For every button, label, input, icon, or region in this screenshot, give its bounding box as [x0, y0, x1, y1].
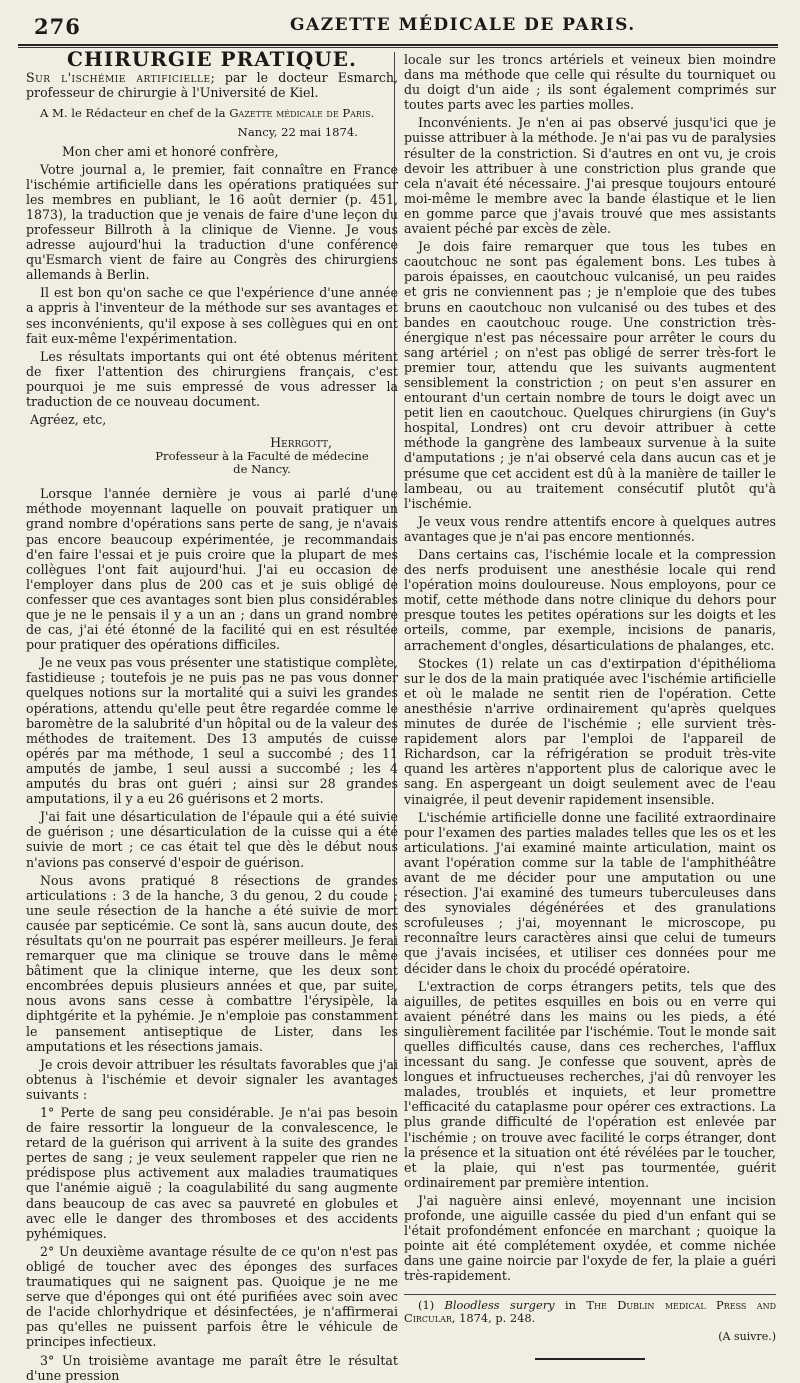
left-column — [26, 47, 399, 1383]
page-number: 276 — [34, 14, 81, 39]
body-paragraph: 1° Perte de sang peu considérable. Je n'ai pas besoin de faire ressortir la longueur de la convalescence, le retard de la guérison qui arrivent à la suite des grandes pertes de sang ; je veux seulement rappeler que rien ne prédispose plus activement aux maladies traumatiques que l'anémie aiguë ; la coagulabilité du sang augmente dans beaucoup de cas avec sa pauvreté en globules et avec elle le danger des thromboses et des accidents pyhémiques. — [26, 1105, 398, 1241]
body-paragraph: 3° Un troisième avantage me paraît être le résultat d'une pression — [26, 1352, 398, 1383]
footnote-mid: in — [554, 1297, 587, 1312]
body-paragraph: J'ai naguère ainsi enlevé, moyennant une incision profonde, une aiguille cassée du pied d'un enfant qui se l'était profondément enfoncée en marchant ; quoique la pointe ait été complétement oxydée, et comme nichée dans une gaine noircie par l'oxyde de fer, la plaie a guéri très-rapidement. — [404, 1192, 776, 1284]
subtitle-lead: Sur l'ischémie artificielle — [26, 70, 211, 86]
address-lead: A M. le Rédacteur en chef de la — [40, 106, 230, 121]
body-paragraph: L'ischémie artificielle donne une facilité extraordinaire pour l'examen des parties malades telles que les os et les articulations. J'ai examiné mainte articulation, maint os avant l'opération comme sur la table de l'amphithéâtre avant de me décider pour une amputation ou une résection. J'ai examiné des tumeurs tuberculeuses dans des synoviales dégénérées et des granulations scrofuleuses ; j'ai, moyennant le microscope, pu reconnaître leurs caractères ainsi que celui de tumeurs que j'avais incisées, et utiliser ces données pour me décider dans le choix du procédé opératoire. — [404, 809, 776, 976]
signature-role-line-2: de Nancy. — [233, 462, 291, 477]
footnote-journal: The Dublin medical Press and Circular, — [404, 1297, 776, 1325]
signature-role — [26, 450, 398, 476]
letter-closing: Agréez, etc, — [30, 412, 107, 428]
body-paragraph: Je dois faire remarquer que tous les tubes en caoutchouc ne sont pas également bons. Les tubes à parois épaisses, en caoutchouc vulcanisé, un peu raides et gris ne conviennent pas ; je n'emploie que des tubes bruns en caoutchouc non vulcanisé ou des tubes et des bandes en caoutchouc rouge. Une constriction très-énergique n'est pas nécessaire pour arrêter le cours du sang artériel ; on n'est pas obligé de serrer très-fort le premier tour, attendu que les suivants augmentent sensiblement la constriction ; on peut s'en assurer en entourant d'un certain nombre de tours le doigt avec un petit lien en caoutchouc. Quelques chirurgiens (in Guy's hospital, Londres) ont cru devoir attribuer à cette méthode la gangrène des lambeaux survenue à la suite d'amputations ; je n'ai observé cela dans aucun cas et je présume que cet accident est dû à la manière de tailler le lambeau, ou au traitement consécutif plutôt qu'à l'ischémie. — [404, 239, 776, 511]
body-paragraph: Dans certains cas, l'ischémie locale et la compression des nerfs produisent une anesthésie locale qui rend l'opération moins douloureuse. Nous employons, pour ce motif, cette méthode dans notre clinique du dehors pour presque toutes les petites opérations sur les doigts et les orteils, comme, par exemple, incisions de panaris, arrachement d'ongles, désarticulations de phalanges, etc. — [404, 547, 776, 653]
letter-paragraph: Il est bon qu'on sache ce que l'expérience d'une année a appris à l'inventeur de la méthode sur ses avantages et ses inconvénients, qu'il expose à ses collègues qui en ont fait eux-même l'expérimentation. — [26, 285, 398, 346]
subtitle-rest: ; par le docteur Esmarch, professeur de chirurgie à l'Université de Kiel. — [26, 70, 399, 101]
footnote — [404, 1299, 776, 1326]
letter-date: Nancy, 22 mai 1874. — [237, 125, 358, 140]
to-be-continued: (A suivre.) — [718, 1329, 776, 1343]
footnote-end: 1874, p. 248. — [455, 1311, 536, 1325]
footnote-rule — [404, 1294, 776, 1295]
body-paragraph: Lorsque l'année dernière je vous ai parlé d'une méthode moyennant laquelle on pouvait pratiquer un grand nombre d'opérations sans perte de sang, je n'avais pas encore beaucoup expérimentée, je recommandais d'en faire l'essai et je puis croire que la plupart de mes collègues l'ont fait aujourd'hui. J'ai eu occasion de l'employer dans plus de 200 cas et je suis obligé de confesser que ces avantages sont bien plus considérables que je ne le pensais il y a un an ; dans un grand nombre de cas, j'ai été étonné de la facilité qui en est résultée pour pratiquer des opérations difficiles. — [26, 486, 398, 653]
letter-paragraph: Les résultats importants qui ont été obtenus méritent de fixer l'attention des chirurgiens français, c'est pourquoi je me suis empressé de vous adresser la traduction de ce nouveau document. — [26, 348, 398, 409]
end-rule — [535, 1358, 645, 1360]
body-paragraph: Nous avons pratiqué 8 résections de grandes articulations : 3 de la hanche, 3 du genou, 2 du coude ; une seule résection de la hanche a été suivie de mort causée par septicémie. Ce sont là, sans aucun doute, des résultats qu'on ne pourrait pas espérer meilleurs. Je ferai remarquer que ma clinique se trouve dans le même bâtiment que la clinique interne, que les deux sont encombrées depuis plusieurs années et que, par suite, nous avons sans cesse à combattre l'érysipèle, la diphtgérite et la pyhémie. Je n'emploie pas constamment le pansement antiseptique de Lister, dans les amputations et les résections jamais. — [26, 872, 398, 1054]
body-paragraph: Stockes (1) relate un cas d'extirpation d'épithélioma sur le dos de la main pratiquée avec l'ischémie artificielle et où le malade ne sentit rien de l'opération. Cette anesthésie n'arrive ordinairement qu'après quelques minutes de durée de l'ischémie ; elle survient très-rapidement alors par l'emploi de l'appareil de Richardson, car la réfrigération se produit très-vite quand les artères n'apportent plus de calorique avec le sang. En aspergeant un doigt seulement avec de l'eau vinaigrée, il peut devenir rapidement insensible. — [404, 655, 776, 807]
letter-address — [26, 106, 398, 121]
body-paragraph: 2° Un deuxième avantage résulte de ce qu'on n'est pas obligé de toucher avec des éponges des surfaces traumatiques qui ne saignent pas. Quoique je ne me serve que d'éponges qui ont été purifiées avec soin avec de l'acide chlorhydrique et désinfectées, je n'affirmerai pas qu'elles ne puissent parfois être le véhicule de principes infectieux. — [26, 1243, 398, 1350]
body-paragraph: Je crois devoir attribuer les résultats favorables que j'ai obtenus à l'ischémie et devoir signaler les avantages suivants : — [26, 1056, 398, 1102]
footnote-title: Bloodless surgery — [444, 1297, 555, 1312]
page-header — [18, 10, 778, 46]
article-subtitle — [26, 70, 398, 100]
body-paragraph: Inconvénients. Je n'en ai pas observé jusqu'ici que je puisse attribuer à la méthode. Je n'ai pas vu de paralysies résulter de la constriction. Si d'autres en ont vu, je crois devoir les attribuer à une constriction plus grande que cela n'avait été nécessaire. J'ai presque toujours entouré moi-même le membre avec la bande élastique et le lien en gomme parce que j'avais trouvé que mes assistants avaient péché par excès de zèle. — [404, 115, 776, 237]
body-paragraph: locale sur les troncs artériels et veineux bien moindre dans ma méthode que celle qui résulte du tourniquet ou du doigt d'un aide ; ils sont également comprimés sur toutes parts avec les parties molles. — [404, 52, 776, 113]
body-paragraph: J'ai fait une désarticulation de l'épaule qui a été suivie de guérison ; une désarticulation de la cuisse qui a été suivie de mort ; ce cas était tel que dès le début nous n'avions pas conservé d'espoir de guérison. — [26, 809, 398, 870]
address-journal: Gazette médicale de Paris. — [229, 106, 375, 121]
body-paragraph: Je ne veux pas vous présenter une statistique complète, fastidieuse ; toutefois je ne puis pas ne pas vous donner quelques notions sur la mortalité qui a suivi les grandes opérations, attendu qu'elle peut être regardée comme le baromètre de la salubrité d'un hôpital ou de la valeur des méthodes de traitement. Des 13 amputés de cuisse opérés par ma méthode, 1 seul a succombé ; des 11 amputés de jambe, 1 seul aussi a succombé ; les 4 amputés du bras ont guéri ; ainsi sur 28 grandes amputations, il y a eu 26 guérisons et 2 morts. — [26, 655, 398, 807]
section-title: CHIRURGIE PRATIQUE. — [67, 47, 357, 71]
body-paragraph: L'extraction de corps étrangers petits, tels que des aiguilles, de petites esquilles en bois ou en verre qui avaient pénétré dans les mains ou les pieds, a été singulièrement facilitée par l'ischémie. Tout le monde sait quelles difficultés cause, dans ces recherches, l'afflux incessant du sang. Je confesse que souvent, après de longues et infructueuses recherches, j'ai dû renvoyer les malades, troublés et inquiets, et leur promettre l'efficacité du cataplasme pour opérer ces extractions. La plus grande difficulté de l'opération est enlevée par l'ischémie ; on trouve avec facilité le corps étranger, dont la présence et la situation ont été révélées par le toucher, et la plaie, qui n'est pas tourmentée, guérit ordinairement par première intention. — [404, 978, 776, 1190]
signature-role-line-1: Professeur à la Faculté de médecine — [155, 449, 369, 464]
running-title: GAZETTE MÉDICALE DE PARIS. — [290, 15, 636, 35]
letter-paragraph: Votre journal a, le premier, fait connaître en France l'ischémie artificielle dans les opérations pratiquées sur les membres en publiant, le 16 août dernier (p. 451, 1873), la traduction que je venais de faire d'une leçon du professeur Billroth à la clinique de Vienne. Je vous adresse aujourd'hui la traduction d'une conférence qu'Esmarch vient de faire au Congrès des chirurgiens allemands à Berlin. — [26, 161, 398, 283]
body-paragraph: Je veux vous rendre attentifs encore à quelques autres avantages que je n'ai pas encore mentionnés. — [404, 513, 776, 544]
signature: Herrgott, — [270, 435, 332, 451]
right-column — [404, 52, 776, 1343]
footnote-lead: (1) — [418, 1297, 445, 1312]
letter-greeting: Mon cher ami et honoré confrère, — [62, 144, 279, 160]
